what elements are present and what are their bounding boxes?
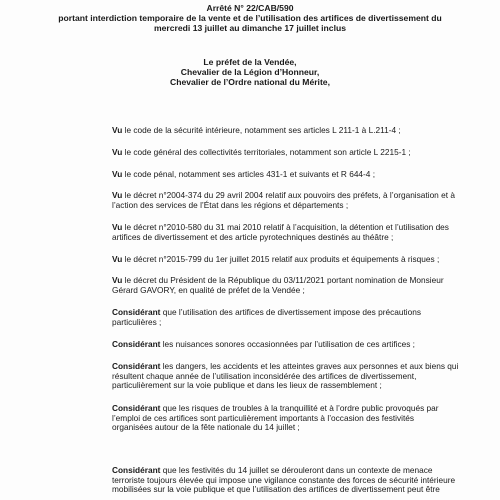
prefet-line-2: Chevalier de la Légion d’Honneur, xyxy=(180,67,320,78)
clause-text: les nuisances sonores occasionnées par l’utilisation de ces artifices ; xyxy=(162,339,415,349)
clause-vu-decret-2004 xyxy=(112,191,490,210)
clause-considerant-festivites xyxy=(112,466,490,495)
clause-keyword: Considérant xyxy=(112,465,161,475)
clause-text-continued: l’action des services de l’État dans les régions et départements ; xyxy=(112,199,349,210)
clause-text-continued: organisées autour de la fête nationale du 14 juillet ; xyxy=(112,422,300,433)
clause-keyword: Vu xyxy=(112,254,123,264)
clause-keyword: Vu xyxy=(112,222,123,232)
clause-text-continued: terroriste toujours élevée qui impose une vigilance constante des forces de sécurité intérieure xyxy=(112,474,456,485)
document-header xyxy=(0,3,500,34)
clause-text: le décret du Président de la République du 03/11/2021 portant nomination de Monsieur xyxy=(124,275,444,285)
clause-considerant-dangers xyxy=(112,362,490,391)
clause-keyword: Considérant xyxy=(112,307,161,317)
prefet-titles xyxy=(0,57,500,88)
clause-text-continued: mobilisées sur la voie publique et que l’utilisation des artifices de divertissement peut être xyxy=(112,484,440,495)
clause-considerant-nuisances xyxy=(112,340,490,350)
clause-text: le décret n°2010-580 du 31 mai 2010 relatif à l’acquisition, la détention et l’utilisation des xyxy=(124,222,449,232)
clause-keyword: Considérant xyxy=(112,361,161,371)
clause-text: que l’utilisation des artifices de divertissement impose des précautions xyxy=(162,307,421,317)
clause-text: le décret n°2004-374 du 29 avril 2004 relatif aux pouvoirs des préfets, à l’organisation et à xyxy=(124,190,455,200)
clause-text: le code général des collectivités territoriales, notamment son article L 2215-1 ; xyxy=(124,147,411,157)
clause-text-continued: particulièrement sur la voie publique et dans les lieux de rassemblement ; xyxy=(112,380,382,391)
clause-vu-code-securite xyxy=(112,126,490,136)
clause-text: les dangers, les accidents et les atteintes graves aux personnes et aux biens qui xyxy=(162,361,459,371)
clause-text: le code de la sécurité intérieure, notamment ses articles L 211-1 à L.211-4 ; xyxy=(124,125,401,135)
clause-text: que les risques de troubles à la tranquillité et à l’ordre public provoqués par xyxy=(162,403,439,413)
clause-keyword: Considérant xyxy=(112,403,161,413)
clause-text-continued: l’emploi de ces artifices sont particulièrement importants à l’occasion des festivités xyxy=(112,412,415,423)
clause-considerant-troubles xyxy=(112,404,490,433)
clause-vu-decret-2015 xyxy=(112,255,490,265)
clause-keyword: Vu xyxy=(112,169,123,179)
clause-text-continued: artifices de divertissement et des article pyrotechniques destinés au théâtre ; xyxy=(112,231,394,242)
prefet-line-3: Chevalier de l’Ordre national du Mérite, xyxy=(170,77,330,88)
arrete-subtitle-line-2: mercredi 13 juillet au dimanche 17 juillet inclus xyxy=(154,23,346,34)
clause-text-continued: particulières ; xyxy=(112,316,162,327)
clause-vu-decret-nomination xyxy=(112,276,490,295)
clause-text-continued: résultent chaque année de l’utilisation inconsidérée des artifices de divertissement, xyxy=(112,370,417,381)
prefet-line-1: Le préfet de la Vendée, xyxy=(203,57,297,67)
clause-text: le décret n°2015-799 du 1er juillet 2015 relatif aux produits et équipements à risques ; xyxy=(124,254,440,264)
clause-text-continued: Gérard GAVORY, en qualité de préfet de la Vendée ; xyxy=(112,284,305,295)
clause-keyword: Vu xyxy=(112,275,123,285)
clause-considerant-precautions xyxy=(112,308,490,327)
arrete-subtitle-line-1: portant interdiction temporaire de la vente et de l’utilisation des artifices de divertissement du xyxy=(58,13,442,24)
clause-vu-decret-2010 xyxy=(112,223,490,242)
arrete-number: Arrêté N° 22/CAB/590 xyxy=(206,3,294,13)
clause-vu-code-penal xyxy=(112,170,490,180)
clause-keyword: Considérant xyxy=(112,339,161,349)
clause-text: le code pénal, notamment ses articles 431-1 et suivants et R 644-4 ; xyxy=(124,169,376,179)
clause-keyword: Vu xyxy=(112,147,123,157)
clause-keyword: Vu xyxy=(112,125,123,135)
clause-text: que les festivités du 14 juillet se dérouleront dans un contexte de menace xyxy=(162,465,433,475)
clause-vu-code-collectivites xyxy=(112,148,490,158)
clause-keyword: Vu xyxy=(112,190,123,200)
